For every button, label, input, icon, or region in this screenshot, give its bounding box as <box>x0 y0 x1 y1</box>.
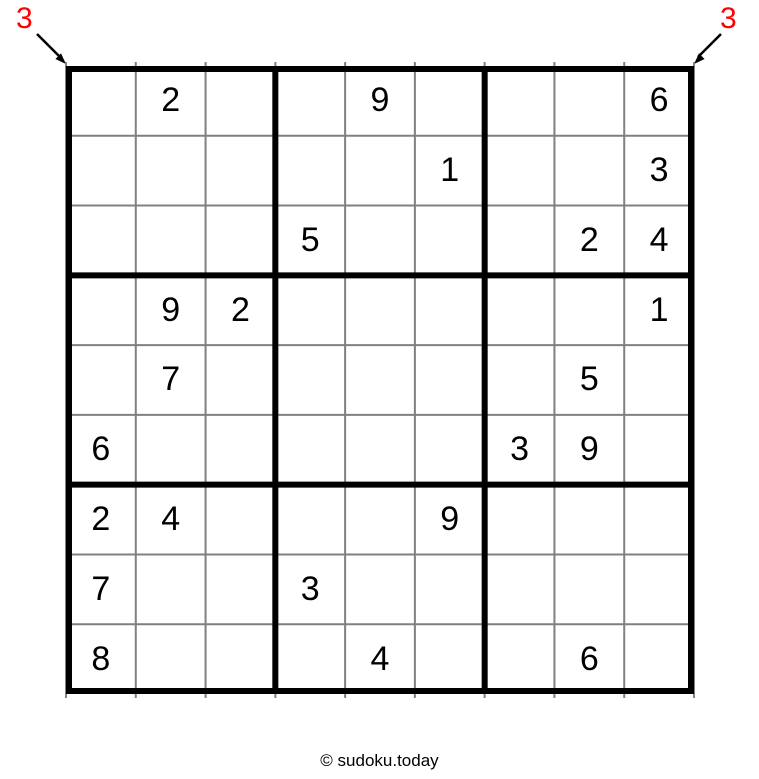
cell-r8c9[interactable] <box>624 554 694 624</box>
cell-r3c2[interactable] <box>136 206 206 276</box>
cell-r2c5[interactable] <box>345 136 415 206</box>
cell-r3c6[interactable] <box>415 206 485 276</box>
cell-r1c2[interactable]: 2 <box>161 81 181 120</box>
cell-r9c7[interactable] <box>485 624 555 694</box>
cell-r9c2[interactable] <box>136 624 206 694</box>
cell-r5c7[interactable] <box>485 345 555 415</box>
cell-r7c6[interactable]: 9 <box>440 500 460 539</box>
cell-r5c5[interactable] <box>345 345 415 415</box>
cell-r2c4[interactable] <box>275 136 345 206</box>
cell-r2c7[interactable] <box>485 136 555 206</box>
cell-r1c7[interactable] <box>485 66 555 136</box>
cell-r9c6[interactable] <box>415 624 485 694</box>
cell-r8c2[interactable] <box>136 554 206 624</box>
cell-r7c5[interactable] <box>345 485 415 555</box>
cell-r9c3[interactable] <box>206 624 276 694</box>
cell-r5c8[interactable]: 5 <box>579 360 599 399</box>
cell-r6c3[interactable] <box>206 415 276 485</box>
cell-r9c5[interactable]: 4 <box>370 639 390 678</box>
cell-r7c7[interactable] <box>485 485 555 555</box>
cell-r9c1[interactable]: 8 <box>91 639 111 678</box>
cell-r1c9[interactable]: 6 <box>649 81 669 120</box>
cell-r2c2[interactable] <box>136 136 206 206</box>
cell-r2c8[interactable] <box>554 136 624 206</box>
diagonal-sum-clue-top-left: 3 <box>16 2 33 35</box>
cell-r4c7[interactable] <box>485 275 555 345</box>
copyright-text: © sudoku.today <box>320 751 439 770</box>
cell-r5c1[interactable] <box>66 345 136 415</box>
cell-r1c1[interactable] <box>66 66 136 136</box>
cell-r5c6[interactable] <box>415 345 485 415</box>
cell-r6c5[interactable] <box>345 415 415 485</box>
cell-r3c7[interactable] <box>485 206 555 276</box>
cell-r3c1[interactable] <box>66 206 136 276</box>
cell-r6c4[interactable] <box>275 415 345 485</box>
cell-r1c4[interactable] <box>275 66 345 136</box>
cell-r6c9[interactable] <box>624 415 694 485</box>
cell-r6c1[interactable]: 6 <box>91 430 111 469</box>
cell-r7c9[interactable] <box>624 485 694 555</box>
cell-r6c8[interactable]: 9 <box>579 430 599 469</box>
grid-cells <box>66 66 694 694</box>
cell-r4c6[interactable] <box>415 275 485 345</box>
cell-r8c5[interactable] <box>345 554 415 624</box>
cell-r5c2[interactable]: 7 <box>161 360 181 399</box>
cell-r4c2[interactable]: 9 <box>161 290 181 329</box>
cell-r7c1[interactable]: 2 <box>91 500 111 539</box>
cell-r8c4[interactable]: 3 <box>300 569 320 608</box>
cell-r8c7[interactable] <box>485 554 555 624</box>
arrow-down-right-icon <box>37 34 66 64</box>
cell-r3c3[interactable] <box>206 206 276 276</box>
cell-r4c8[interactable] <box>554 275 624 345</box>
cell-r1c6[interactable] <box>415 66 485 136</box>
cell-r8c8[interactable] <box>554 554 624 624</box>
cell-r3c5[interactable] <box>345 206 415 276</box>
cell-r2c3[interactable] <box>206 136 276 206</box>
cell-r4c3[interactable]: 2 <box>230 290 250 329</box>
cell-r8c3[interactable] <box>206 554 276 624</box>
cell-r3c4[interactable]: 5 <box>300 220 320 259</box>
cell-r2c6[interactable]: 1 <box>440 151 460 190</box>
cell-r4c1[interactable] <box>66 275 136 345</box>
cell-r7c2[interactable]: 4 <box>161 500 181 539</box>
cell-r1c8[interactable] <box>554 66 624 136</box>
cell-r5c9[interactable] <box>624 345 694 415</box>
cell-r6c2[interactable] <box>136 415 206 485</box>
diagonal-sum-clue-top-right: 3 <box>720 2 737 35</box>
cell-r8c1[interactable]: 7 <box>91 569 111 608</box>
cell-r7c4[interactable] <box>275 485 345 555</box>
cell-r7c8[interactable] <box>554 485 624 555</box>
cell-r8c6[interactable] <box>415 554 485 624</box>
cell-r9c8[interactable]: 6 <box>579 639 599 678</box>
cell-r7c3[interactable] <box>206 485 276 555</box>
cell-r4c9[interactable]: 1 <box>649 290 669 329</box>
cell-r2c1[interactable] <box>66 136 136 206</box>
cell-r9c4[interactable] <box>275 624 345 694</box>
cell-r4c4[interactable] <box>275 275 345 345</box>
cell-r6c6[interactable] <box>415 415 485 485</box>
cell-r3c9[interactable]: 4 <box>649 220 669 259</box>
cell-r5c3[interactable] <box>206 345 276 415</box>
cell-r1c5[interactable]: 9 <box>370 81 390 120</box>
cell-r4c5[interactable] <box>345 275 415 345</box>
cell-r2c9[interactable]: 3 <box>649 151 669 190</box>
cell-r6c7[interactable]: 3 <box>510 430 529 469</box>
arrow-down-left-icon <box>694 34 721 64</box>
cell-r1c3[interactable] <box>206 66 276 136</box>
cell-r5c4[interactable] <box>275 345 345 415</box>
cell-r9c9[interactable] <box>624 624 694 694</box>
cell-r3c8[interactable]: 2 <box>579 220 599 259</box>
